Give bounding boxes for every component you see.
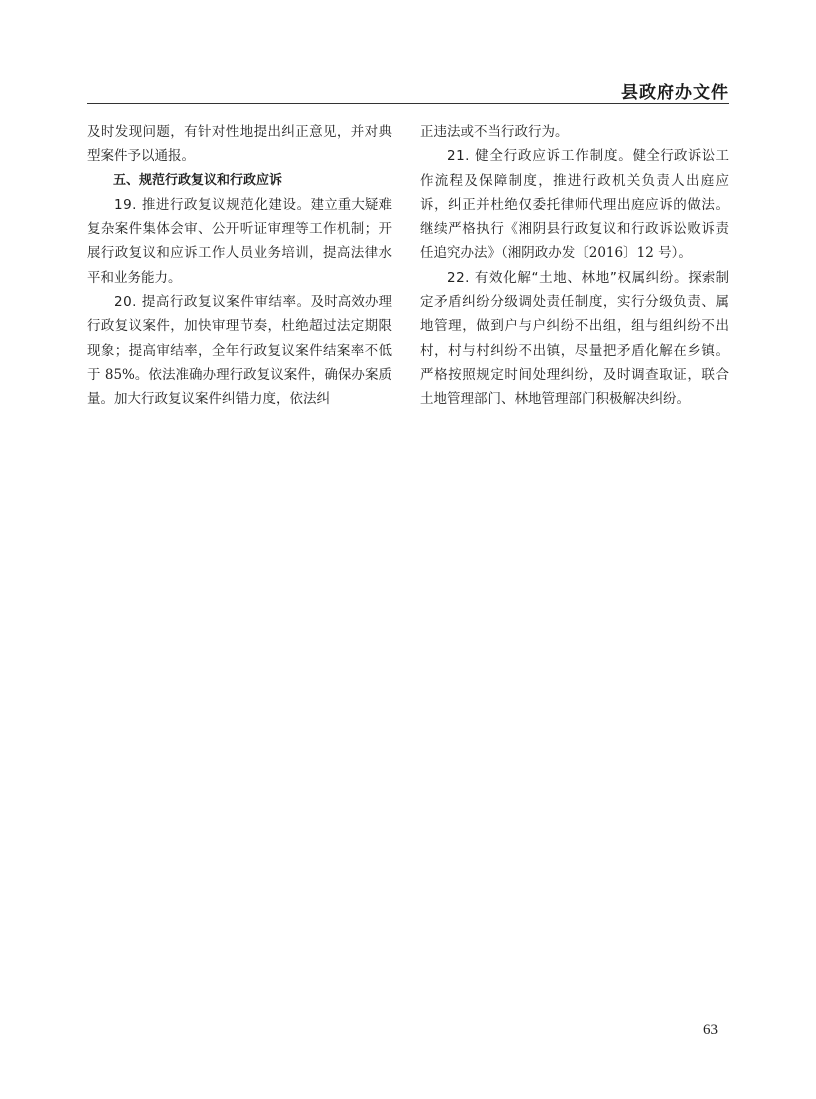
item-22-paragraph (420, 266, 729, 412)
item-22-title: 22. 有效化解“土地、林地”权属纠纷。 (447, 269, 689, 286)
header-title: 县政府办文件 (621, 83, 729, 103)
item-22-body: 探索制定矛盾纠纷分级调处责任制度，实行分级负责、属地管理，做到户与户纠纷不出组，组与组纠纷不出村，村与村纠纷不出镇，尽量把矛盾化解在乡镇。严格按照规定时间处理纠纷，及时调查取证，联合土地管理部门、林地管理部门积极解决纠纷。 (420, 269, 730, 408)
right-column (420, 120, 729, 412)
item-20-title: 20. 提高行政复议案件审结率。 (114, 294, 311, 311)
right-continuation-paragraph: 正违法或不当行政行为。 (420, 124, 569, 140)
section-heading: 五、规范行政复议和行政应诉 (113, 172, 283, 188)
item-21-paragraph (420, 144, 729, 265)
left-continuation-paragraph: 及时发现问题，有针对性地提出纠正意见，并对典型案件予以通报。 (87, 124, 392, 165)
left-column (87, 120, 392, 412)
item-19-title: 19. 推进行政复议规范化建设。 (114, 196, 311, 213)
header-divider (87, 103, 729, 104)
item-20-paragraph (87, 290, 392, 411)
item-19-body: 建立重大疑难复杂案件集体会审、公开听证审理等工作机制；开展行政复议和应诉工作人员业务培训，提高法律水平和业务能力。 (87, 196, 392, 286)
page-number: 63 (703, 1022, 718, 1038)
item-21-title: 21. 健全行政应诉工作制度。 (447, 148, 633, 165)
item-20-body: 及时高效办理行政复议案件，加快审理节奏，杜绝超过法定期限现象；提高审结率，全年行政复议案件结案率不低于 85%。依法准确办理行政复议案件，确保办案质量。加大行政复议案件纠错力度，依法纠 (87, 294, 392, 408)
item-19-paragraph (87, 193, 392, 290)
item-21-body: 健全行政诉讼工作流程及保障制度，推进行政机关负责人出庭应诉，纠正并杜绝仅委托律师代理出庭应诉的做法。继续严格执行《湘阴县行政复议和行政诉讼败诉责任追究办法》（湘阴政办发〔2016〕12 号）。 (420, 148, 730, 262)
